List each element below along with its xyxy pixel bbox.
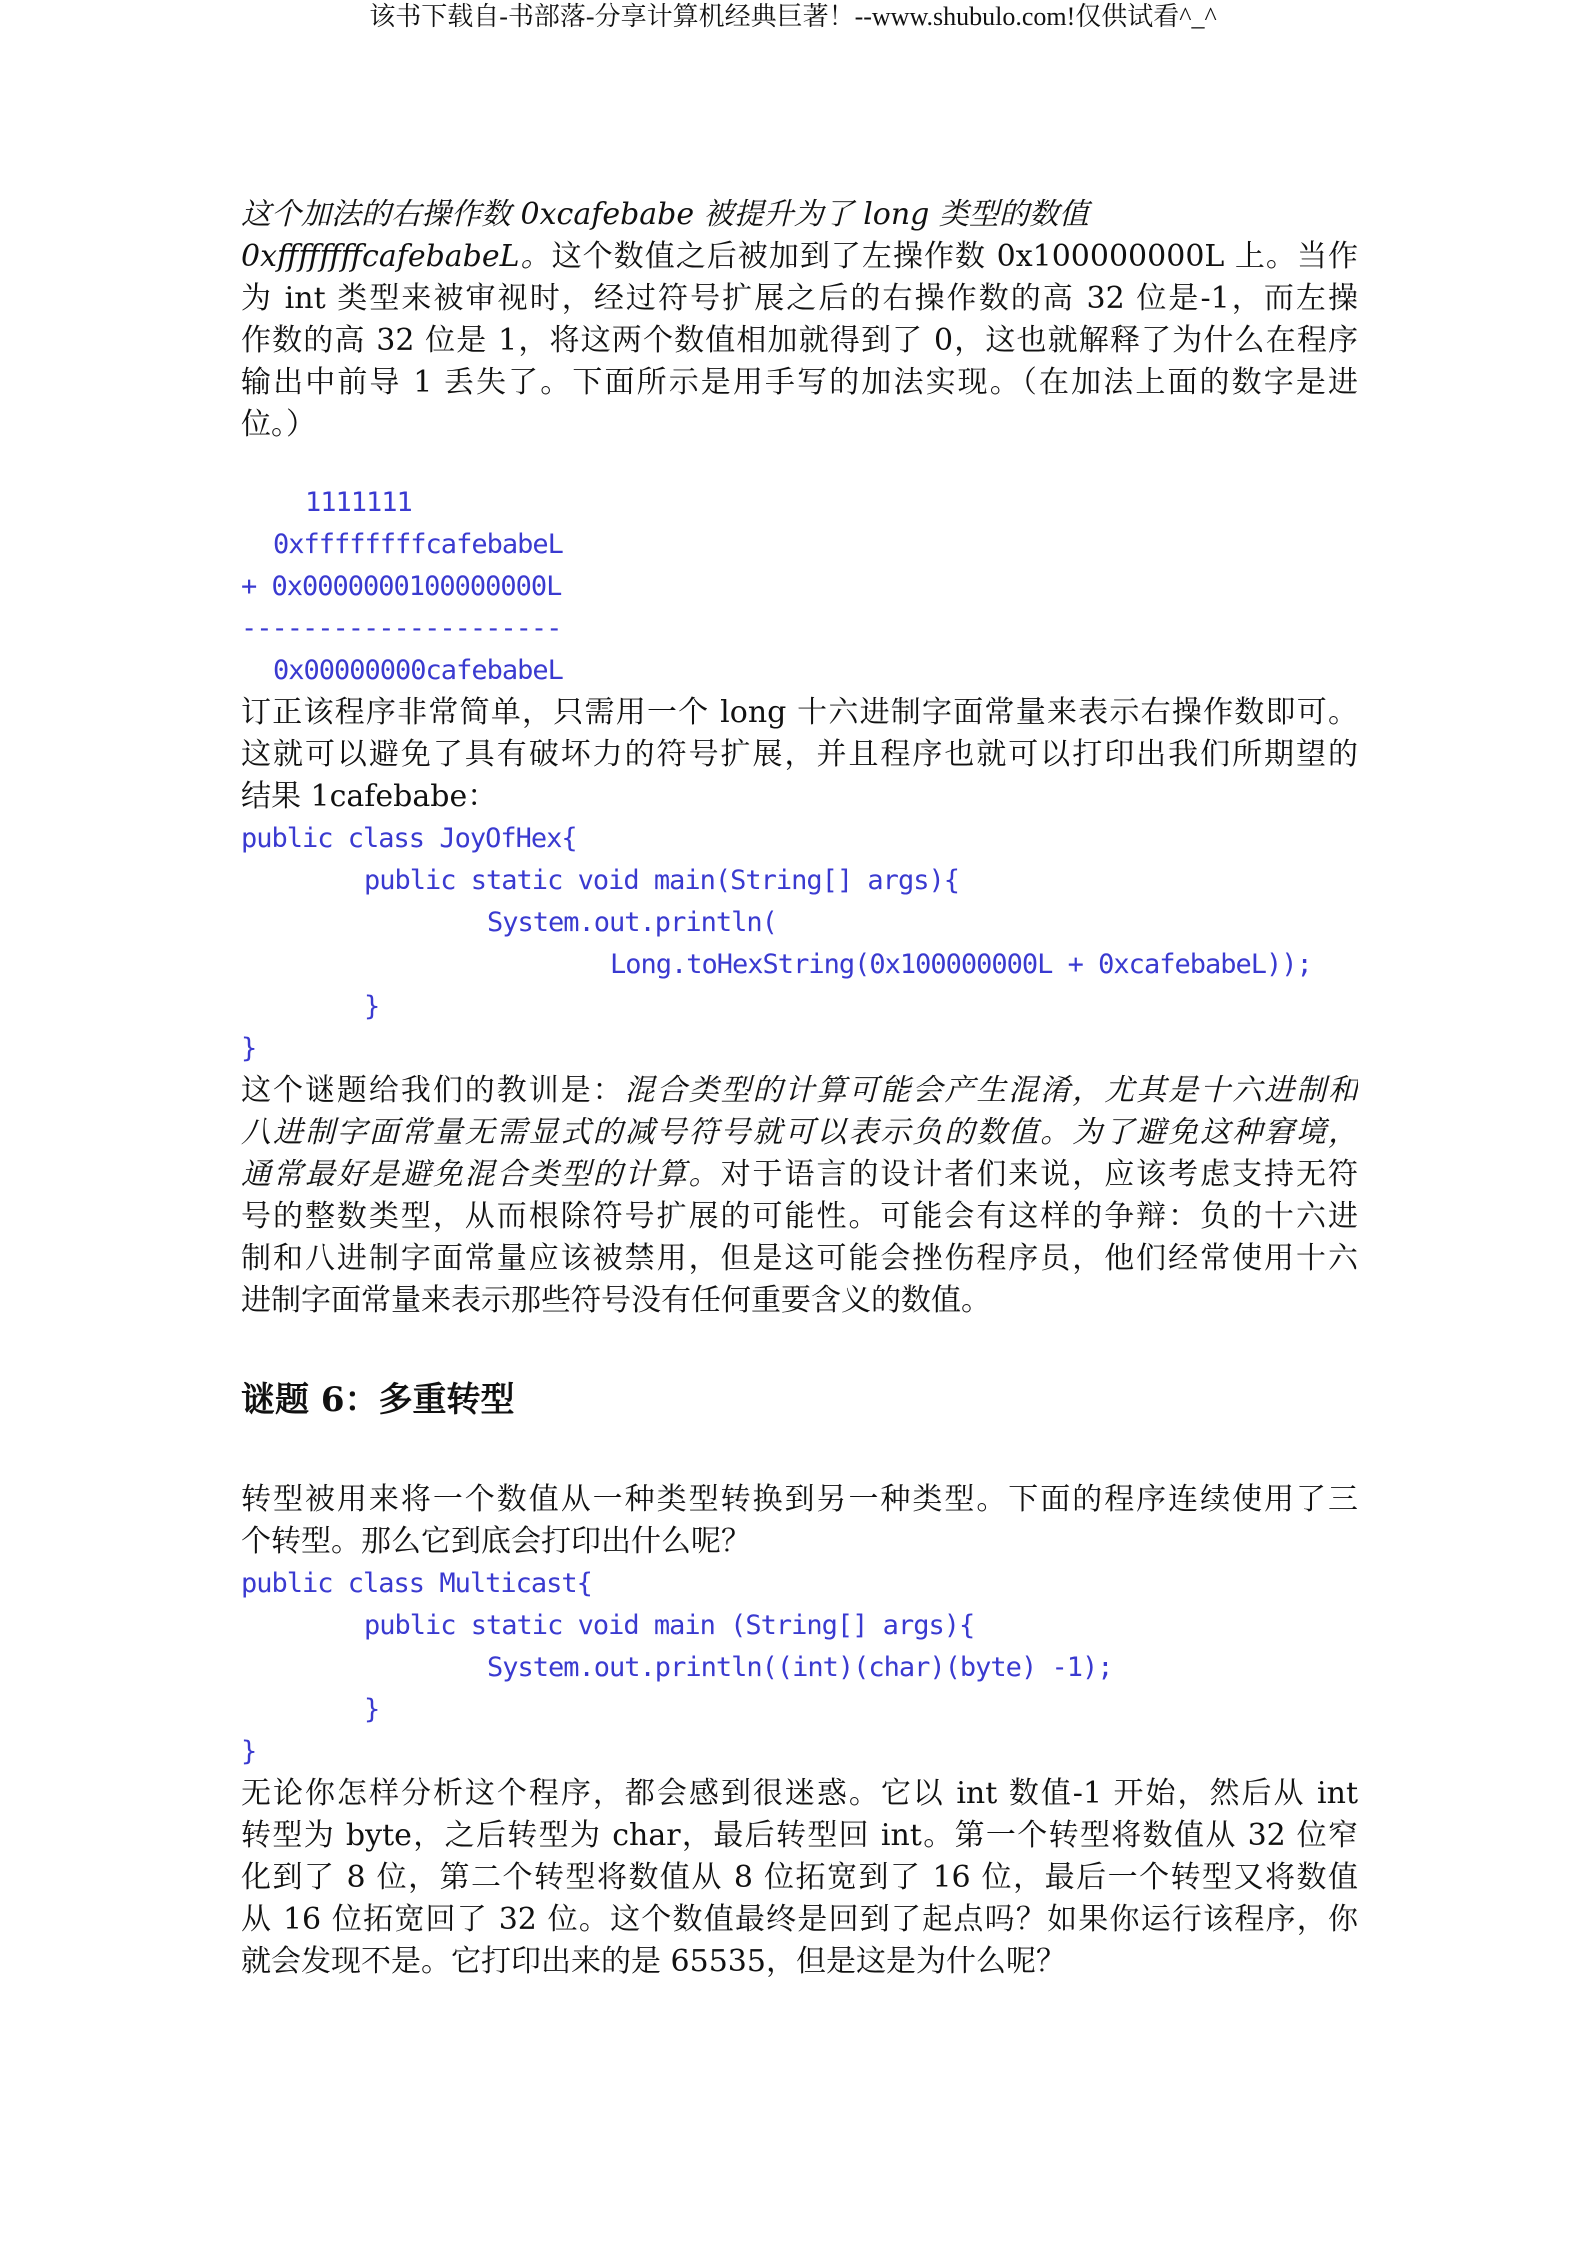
text-line: 位。） [241,407,316,442]
text-line [241,1070,1358,1112]
text-line: 作数的高 32 位是 1，将这两个数值相加就得到了 0，这也就解释了为什么在程序 [241,323,1358,358]
paragraph-intro [241,1479,1358,1563]
text-line: 号的整数类型，从而根除符号扩展的可能性。可能会有这样的争辩：负的十六进 [241,1199,1358,1234]
italic-text: 通常最好是避免混合类型的计算。 [241,1157,721,1192]
text-line: 八进制字面常量无需显式的减号符号就可以表示负的数值。为了避免这种窘境， [241,1115,1358,1150]
text: 这个谜题给我们的教训是： [241,1073,625,1108]
text-line: 进制字面常量来表示那些符号没有任何重要含义的数值。 [241,1283,991,1318]
addend-1: 0xffffffffcafebabeL [273,529,563,560]
code-line: System.out.println( [487,907,777,938]
code-line: public class JoyOfHex{ [241,823,577,854]
code-line: public static void main (String[] args){ [364,1610,975,1641]
text-line: 这个加法的右操作数 0xcafebabe 被提升为了 long 类型的数值 [241,197,1089,232]
paragraph-lesson [241,1070,1358,1322]
addend-2: + 0x0000000100000000L [241,571,562,602]
code-line: } [364,1694,380,1725]
section-heading: 谜题 6：多重转型 [241,1380,515,1420]
code-line: } [241,1736,257,1767]
text-line: 转型为 byte，之后转型为 char，最后转型回 int。第一个转型将数值从 32 位窄 [241,1818,1358,1853]
paragraph-explanation [241,194,1358,446]
italic-text: 0xffffffffcafebabeL。 [241,239,552,274]
code-line: Long.toHexString(0x100000000L + 0xcafebabeL)); [610,949,1312,980]
paragraph-fix [241,692,1358,818]
italic-text: 混合类型的计算可能会产生混淆，尤其是十六进制和 [624,1073,1358,1108]
text-line: 这就可以避免了具有破坏力的符号扩展，并且程序也就可以打印出我们所期望的 [241,737,1358,772]
text-line: 制和八进制字面常量应该被禁用，但是这可能会挫伤程序员，他们经常使用十六 [241,1241,1358,1276]
text-line: 个转型。那么它到底会打印出什么呢？ [241,1524,751,1559]
code-block-joyofhex [241,818,1358,1070]
text-line: 就会发现不是。它打印出来的是 65535，但是这是为什么呢？ [241,1944,1066,1979]
text: 这个数值之后被加到了左操作数 0x100000000L 上。当作 [551,239,1358,274]
carry-digits: 1111111 [305,487,412,518]
text-line: 为 int 类型来被审视时，经过符号扩展之后的右操作数的高 32 位是-1，而左操 [241,281,1358,316]
text-line: 从 16 位拓宽回了 32 位。这个数值最终是回到了起点吗？如果你运行该程序，你 [241,1902,1358,1937]
code-line: } [364,991,380,1022]
text: 对于语言的设计者们来说，应该考虑支持无符 [720,1157,1358,1192]
text-line [241,236,1358,278]
code-line: } [241,1033,257,1064]
code-line: public static void main(String[] args){ [364,865,959,896]
page-header-banner: 该书下载自-书部落-分享计算机经典巨著！--www.shubulo.com!仅供试看^_^ [369,2,1217,31]
code-block-multicast [241,1563,1358,1773]
paragraph-analysis [241,1773,1358,1983]
handwritten-addition [241,482,1358,692]
text-line: 输出中前导 1 丢失了。下面所示是用手写的加法实现。（在加法上面的数字是进 [241,365,1358,400]
text-line: 转型被用来将一个数值从一种类型转换到另一种类型。下面的程序连续使用了三 [241,1482,1358,1517]
text-line [241,1154,1358,1196]
sum-rule: --------------------- [241,613,562,644]
text-line: 化到了 8 位，第二个转型将数值从 8 位拓宽到了 16 位，最后一个转型又将数值 [241,1860,1358,1895]
sum-result: 0x00000000cafebabeL [273,655,563,686]
code-line: System.out.println((int)(char)(byte) -1); [487,1652,1113,1683]
text-line: 订正该程序非常简单，只需用一个 long 十六进制字面常量来表示右操作数即可。 [241,695,1358,730]
text-line: 结果 1cafebabe： [241,779,498,814]
text-line: 无论你怎样分析这个程序，都会感到很迷惑。它以 int 数值-1 开始，然后从 int [241,1776,1358,1811]
code-line: public class Multicast{ [241,1568,592,1599]
